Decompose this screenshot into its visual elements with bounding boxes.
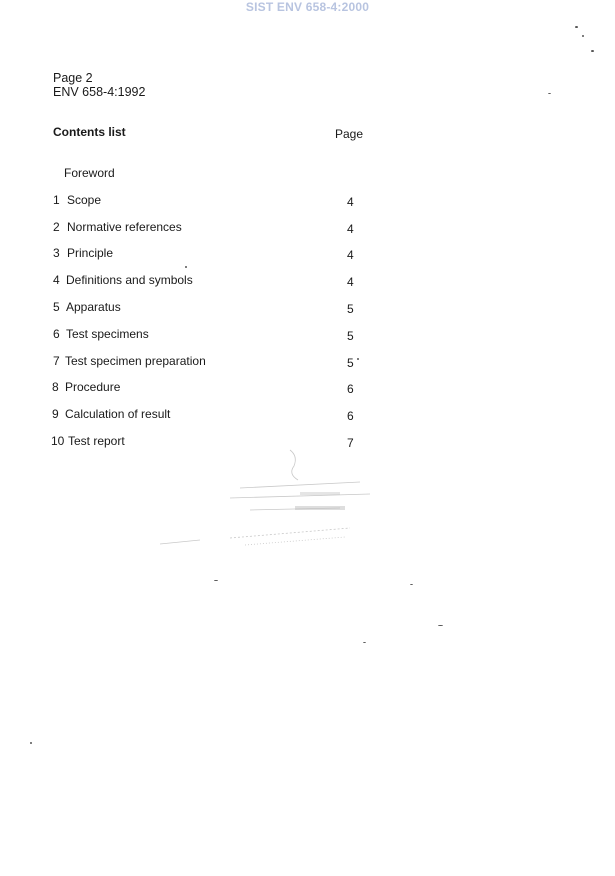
toc-item-principle xyxy=(50,246,370,262)
scan-speck xyxy=(363,642,366,643)
toc-item-number: 5 xyxy=(53,300,60,314)
stamp-blot xyxy=(295,506,345,510)
toc-item-page: 6 xyxy=(347,382,354,396)
toc-item-page: 5 xyxy=(347,329,354,343)
toc-item-scope xyxy=(50,193,370,209)
toc-item-calculation xyxy=(50,407,370,423)
page-column-heading: Page xyxy=(335,127,364,141)
scan-speck xyxy=(438,625,443,626)
stamp-stroke xyxy=(160,540,200,544)
scan-speck xyxy=(575,26,578,28)
page-number: Page 2 xyxy=(53,71,93,85)
scan-speck xyxy=(30,742,32,744)
toc-item-page: 5 xyxy=(347,356,354,370)
toc-item-definitions xyxy=(50,273,370,289)
scan-speck xyxy=(548,93,551,94)
toc-item-number: 1 xyxy=(53,193,60,207)
stamp-stroke xyxy=(245,537,345,545)
toc-item-number: 7 xyxy=(53,354,60,368)
faint-stamp-mark xyxy=(150,440,400,560)
toc-item-label: Procedure xyxy=(65,380,121,394)
scan-speck xyxy=(185,266,187,268)
toc-item-label: Normative references xyxy=(67,220,182,234)
toc-item-number: 4 xyxy=(53,273,60,287)
toc-item-page: 4 xyxy=(347,222,354,236)
toc-item-label: Apparatus xyxy=(66,300,121,314)
toc-item-procedure xyxy=(50,380,370,396)
toc-item-specimen-preparation xyxy=(50,354,370,370)
toc-item-number: 6 xyxy=(53,327,60,341)
toc-item-page: 5 xyxy=(347,302,354,316)
toc-foreword: Foreword xyxy=(64,166,115,180)
page-header xyxy=(53,71,145,99)
toc-item-label: Test specimen preparation xyxy=(65,354,206,368)
toc-item-label: Test specimens xyxy=(66,327,149,341)
toc-item-label: Scope xyxy=(67,193,102,207)
toc-item-page: 4 xyxy=(347,248,354,262)
toc-item-number: 10 xyxy=(51,434,65,448)
scan-speck xyxy=(582,35,584,37)
toc-item-number: 3 xyxy=(53,246,60,260)
toc-item-page: 7 xyxy=(347,436,354,450)
toc-item-number: 8 xyxy=(52,380,59,394)
document-id: ENV 658-4:1992 xyxy=(53,85,146,99)
scan-speck xyxy=(357,358,359,360)
stamp-stroke xyxy=(240,482,360,488)
toc-item-apparatus xyxy=(50,300,370,316)
toc-item-label: Test report xyxy=(68,434,125,448)
stamp-stroke xyxy=(290,450,298,480)
stamp-blot xyxy=(300,492,340,495)
toc-item-page: 4 xyxy=(347,275,354,289)
toc-item-label: Principle xyxy=(67,246,114,260)
toc-item-label: Calculation of result xyxy=(65,407,171,421)
toc-item-number: 9 xyxy=(52,407,59,421)
toc-item-test-specimens xyxy=(50,327,370,343)
toc-item-normative-references xyxy=(50,220,370,236)
toc-item-page: 4 xyxy=(347,195,354,209)
scan-speck xyxy=(410,584,413,585)
scan-speck xyxy=(214,580,218,581)
toc-item-number: 2 xyxy=(53,220,60,234)
scan-speck xyxy=(591,50,594,52)
contents-title: Contents list xyxy=(53,125,126,139)
toc-item-page: 6 xyxy=(347,409,354,423)
watermark-text: SIST ENV 658-4:2000 xyxy=(245,0,370,14)
toc-item-label: Definitions and symbols xyxy=(66,273,193,287)
stamp-stroke xyxy=(230,528,350,538)
